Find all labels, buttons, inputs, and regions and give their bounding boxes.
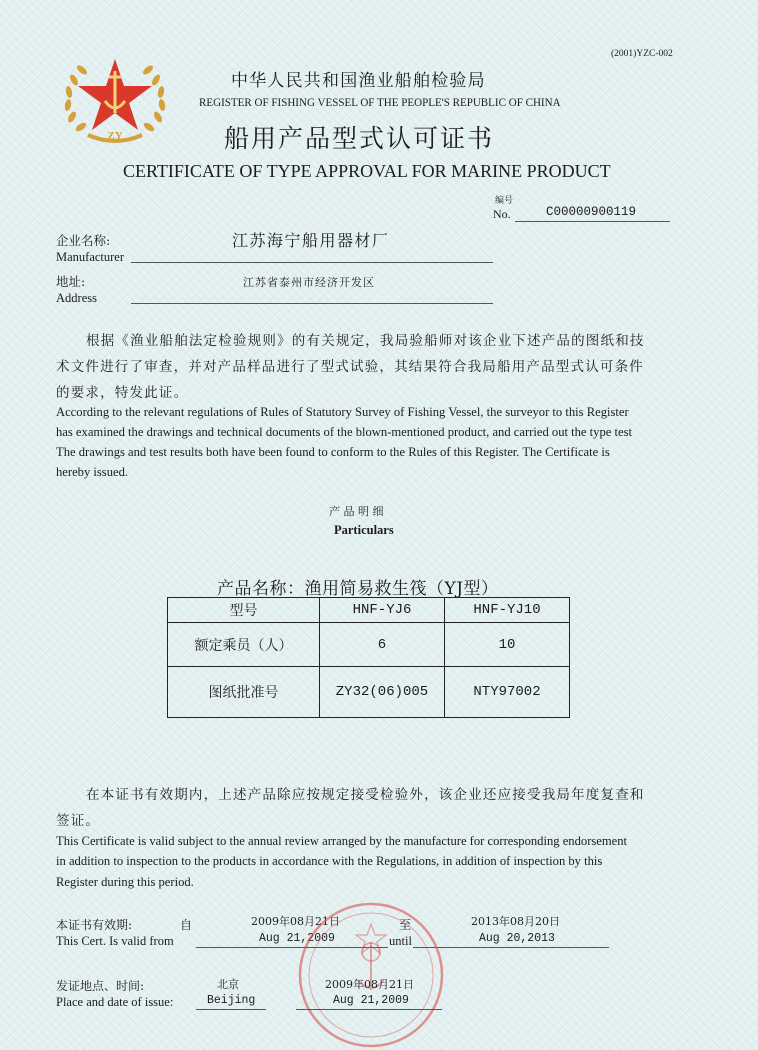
issue-place-cn: 北京 xyxy=(217,978,239,991)
table-cell: HNF-YJ6 xyxy=(320,598,445,623)
validity-en-line-3: Register during this period. xyxy=(56,875,194,889)
emblem-text: ZY xyxy=(107,130,123,142)
table-row xyxy=(168,598,570,623)
manufacturer-label-cn: 企业名称: xyxy=(56,233,111,248)
table-cell: 6 xyxy=(320,623,445,667)
page-title-en: CERTIFICATE OF TYPE APPROVAL FOR MARINE PRODUCT xyxy=(123,161,611,181)
valid-from-en: Aug 21,2009 xyxy=(259,932,335,945)
valid-until-cn: 2013年08月20日 xyxy=(471,915,560,928)
particulars-table xyxy=(167,597,570,718)
validity-until-label-cn: 至 xyxy=(399,918,412,932)
issue-place-underline xyxy=(196,1009,266,1010)
validity-label-en: This Cert. Is valid from xyxy=(56,934,174,948)
address-underline xyxy=(131,303,493,304)
address-label-en: Address xyxy=(56,291,97,305)
validity-label-cn: 本证书有效期: xyxy=(56,918,133,932)
validity-cn-line-2: 签证。 xyxy=(56,813,101,829)
issue-date-cn: 2009年08月21日 xyxy=(325,978,414,991)
issuing-authority-en: REGISTER OF FISHING VESSEL OF THE PEOPLE'S REPUBLIC OF CHINA xyxy=(199,95,561,109)
table-cell: 额定乘员（人） xyxy=(168,623,320,667)
issuing-authority-cn: 中华人民共和国渔业船舶检验局 xyxy=(231,71,486,91)
statement-cn-line-3: 的要求，特发此证。 xyxy=(56,385,189,401)
issue-label-cn: 发证地点、时间: xyxy=(56,979,145,993)
page-title-cn: 船用产品型式认可证书 xyxy=(224,124,495,153)
table-cell: HNF-YJ10 xyxy=(445,598,570,623)
table-cell: 图纸批准号 xyxy=(168,667,320,718)
address-value: 江苏省泰州市经济开发区 xyxy=(243,276,375,289)
cert-no-label-cn: 编号 xyxy=(495,196,514,206)
statement-en-line-3: The drawings and test results both have been found to conform to the Rules of this Register. The Certificate is xyxy=(56,445,610,459)
manufacturer-value: 江苏海宁船用器材厂 xyxy=(232,231,390,250)
cert-no-underline xyxy=(515,221,670,222)
particulars-heading-en: Particulars xyxy=(334,523,394,537)
statement-cn-line-1: 根据《渔业船舶法定检验规则》的有关规定，我局验船师对该企业下述产品的图纸和技 xyxy=(86,333,645,349)
table-row xyxy=(168,623,570,667)
validity-until-label-en: until xyxy=(389,934,412,948)
statement-cn-line-2: 术文件进行了审查，并对产品样品进行了型式试验，其结果符合我局船用产品型式认可条件 xyxy=(56,359,644,375)
table-cell: NTY97002 xyxy=(445,667,570,718)
table-cell: 10 xyxy=(445,623,570,667)
cert-no-label-en: No. xyxy=(493,207,511,221)
official-seal xyxy=(296,900,446,1050)
zy-emblem xyxy=(58,55,172,147)
statement-en-line-1: According to the relevant regulations of Rules of Statutory Survey of Fishing Vessel, the surveyor to this Register xyxy=(56,405,629,419)
table-cell: ZY32(06)005 xyxy=(320,667,445,718)
issue-date-underline xyxy=(296,1009,442,1010)
table-row xyxy=(168,667,570,718)
manufacturer-label-en: Manufacturer xyxy=(56,250,125,264)
statement-en-line-4: hereby issued. xyxy=(56,465,129,479)
table-cell: 型号 xyxy=(168,598,320,623)
form-code: (2001)YZC-002 xyxy=(611,49,673,59)
validity-from-label-cn: 自 xyxy=(180,918,193,932)
statement-en-line-2: has examined the drawings and technical documents of the blown-mentioned product, and carried out the type test xyxy=(56,425,632,439)
product-name: 产品名称：渔用简易救生筏（YJ型） xyxy=(217,579,499,599)
issue-label-en: Place and date of issue: xyxy=(56,995,174,1009)
validity-cn-line-1: 在本证书有效期内，上述产品除应按规定接受检验外，该企业还应接受我局年度复查和 xyxy=(86,787,645,803)
address-label-cn: 地址: xyxy=(56,274,86,289)
particulars-heading-cn: 产 品 明 细 xyxy=(329,505,384,518)
manufacturer-underline xyxy=(131,262,493,263)
cert-no-value: C00000900119 xyxy=(546,205,637,219)
validity-en-line-2: in addition to inspection to the products in accordance with the Regulations, in addition of inspection by this xyxy=(56,854,603,868)
issue-place-en: Beijing xyxy=(207,994,256,1007)
validity-en-line-1: This Certificate is valid subject to the annual review arranged by the manufacture for corresponding endorsement xyxy=(56,834,628,848)
valid-from-cn: 2009年08月21日 xyxy=(251,915,340,928)
valid-until-en: Aug 20,2013 xyxy=(479,932,555,945)
issue-date-en: Aug 21,2009 xyxy=(333,994,409,1007)
